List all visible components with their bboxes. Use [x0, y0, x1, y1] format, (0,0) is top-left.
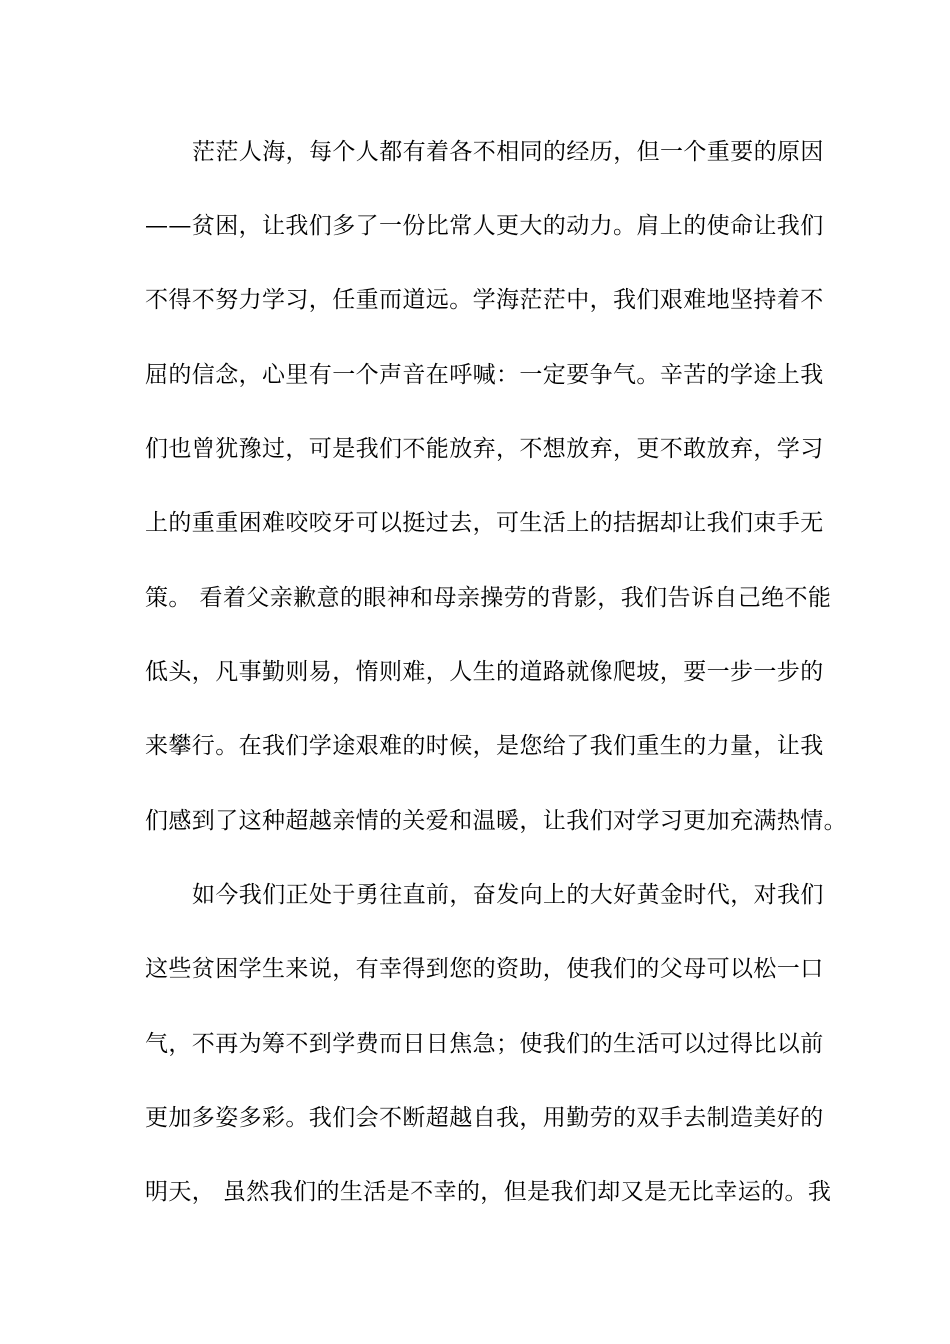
paragraph-1-line-10: 们感到了这种超越亲情的关爱和温暖，让我们对学习更加充满热情。	[145, 808, 847, 834]
paragraph-2-line-5: 明天， 虽然我们的生活是不幸的，但是我们却又是无比幸运的。我	[145, 1179, 832, 1205]
paragraph-2-line-2: 这些贫困学生来说，有幸得到您的资助，使我们的父母可以松一口	[145, 956, 824, 982]
paragraph-1-line-7: 策。 看着父亲歉意的眼神和母亲操劳的背影，我们告诉自己绝不能	[145, 585, 832, 611]
paragraph-2-line-1: 如今我们正处于勇往直前，奋发向上的大好黄金时代，对我们	[192, 882, 824, 908]
paragraph-1-line-4: 屈的信念，心里有一个声音在呼喊：一定要争气。辛苦的学途上我	[145, 362, 824, 388]
paragraph-1-line-3: 不得不努力学习，任重而道远。学海茫茫中，我们艰难地坚持着不	[145, 287, 824, 313]
paragraph-1-line-6: 上的重重困难咬咬牙可以挺过去，可生活上的拮据却让我们束手无	[145, 510, 824, 536]
paragraph-2-line-4: 更加多姿多彩。我们会不断超越自我，用勤劳的双手去制造美好的	[145, 1105, 824, 1131]
paragraph-2-line-3: 气，不再为筹不到学费而日日焦急；使我们的生活可以过得比以前	[145, 1031, 824, 1057]
paragraph-1-line-8: 低头，凡事勤则易，惰则难，人生的道路就像爬坡，要一步一步的	[145, 659, 824, 685]
paragraph-1-line-2: ——贫困，让我们多了一份比常人更大的动力。肩上的使命让我们	[145, 213, 824, 239]
paragraph-1-line-5: 们也曾犹豫过，可是我们不能放弃，不想放弃，更不敢放弃，学习	[145, 436, 824, 462]
paragraph-1-line-1: 茫茫人海，每个人都有着各不相同的经历，但一个重要的原因	[192, 139, 824, 165]
paragraph-1-line-9: 来攀行。在我们学途艰难的时候，是您给了我们重生的力量，让我	[145, 733, 824, 759]
